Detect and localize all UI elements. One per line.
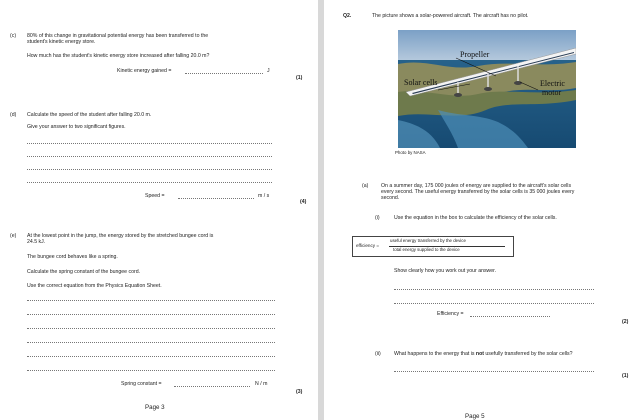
spring-constant-unit: N / m	[255, 381, 268, 387]
working-line[interactable]	[394, 289, 594, 290]
efficiency-answer-line[interactable]	[470, 316, 550, 317]
part-c-text-1: 80% of this change in gravitational potential energy has been transferred to the	[27, 33, 209, 39]
question-2-text: The picture shows a solar-powered aircraft. The aircraft has no pilot.	[372, 13, 529, 19]
part-a-text-3: second.	[381, 195, 400, 201]
part-a-text-1: On a summer day, 175 000 joules of energy are supplied to the aircraft's solar cells	[381, 183, 572, 189]
part-e-number: (e)	[10, 233, 17, 239]
electric-motor-label-2: motor	[542, 88, 562, 97]
efficiency-equation-box	[352, 236, 514, 257]
part-d-marks: (4)	[300, 199, 307, 205]
working-line[interactable]	[394, 303, 594, 304]
solar-aircraft-photo	[398, 30, 576, 148]
propeller-label: Propeller	[460, 50, 490, 59]
working-line[interactable]	[27, 328, 275, 329]
question-2-number: Q2.	[343, 13, 352, 19]
equation-denominator: total energy supplied to the device	[393, 247, 460, 252]
efficiency-label: Efficiency =	[437, 311, 464, 317]
part-a-number: (a)	[362, 183, 369, 189]
part-a-i-number: (i)	[375, 215, 380, 221]
equation-numerator: useful energy transferred by the device	[390, 238, 466, 243]
part-e-text-4: Calculate the spring constant of the bungee cord.	[27, 269, 141, 275]
part-e-text-5: Use the correct equation from the Physics Equation Sheet.	[27, 283, 162, 289]
part-a-ii-marks: (1)	[622, 373, 629, 379]
part-d-text: Calculate the speed of the student after falling 20.0 m.	[27, 112, 152, 118]
part-c-text-2: student's kinetic energy store.	[27, 39, 96, 45]
part-e-marks: (3)	[296, 389, 303, 395]
spring-constant-answer-line[interactable]	[174, 386, 250, 387]
working-line[interactable]	[27, 370, 275, 371]
working-line[interactable]	[27, 156, 272, 157]
part-c-marks: (1)	[296, 75, 303, 81]
working-line[interactable]	[27, 356, 275, 357]
part-a-i-text: Use the equation in the box to calculate the efficiency of the solar cells.	[394, 215, 557, 221]
spring-constant-label: Spring constant =	[121, 381, 162, 387]
page-number-right: Page 5	[465, 413, 485, 420]
electric-motor-label-1: Electric	[540, 79, 565, 88]
working-line[interactable]	[27, 342, 275, 343]
part-a-ii-text: What happens to the energy that is not usefully transferred by the solar cells?	[394, 351, 573, 357]
part-a-i-marks: (2)	[622, 319, 629, 325]
part-a-text-2: every second. The useful energy transferred by the solar cells is 35 000 joules every	[381, 189, 575, 195]
show-working-instruction: Show clearly how you work out your answer.	[394, 268, 497, 274]
working-line[interactable]	[27, 300, 275, 301]
working-line[interactable]	[27, 143, 272, 144]
part-d-subtext: Give your answer to two significant figures.	[27, 124, 126, 130]
working-line[interactable]	[27, 314, 275, 315]
left-page	[0, 0, 318, 420]
kinetic-energy-label: Kinetic energy gained =	[117, 68, 172, 74]
part-a-ii-number: (ii)	[375, 351, 381, 357]
page-number-left: Page 3	[145, 404, 165, 411]
kinetic-energy-answer-line[interactable]	[185, 73, 263, 74]
working-line[interactable]	[27, 182, 272, 183]
part-c-number: (c)	[10, 33, 17, 39]
solar-cells-label: Solar cells	[404, 78, 438, 87]
speed-unit: m / s	[258, 193, 270, 199]
part-d-number: (d)	[10, 112, 17, 118]
equation-efficiency: efficiency =	[356, 243, 380, 248]
part-e-text-2: 24.5 kJ.	[27, 239, 46, 245]
part-c-question: How much has the student's kinetic energy store increased after falling 20.0 m?	[27, 53, 210, 59]
working-line[interactable]	[27, 169, 272, 170]
part-e-text-1: At the lowest point in the jump, the energy stored by the stretched bungee cord is	[27, 233, 214, 239]
part-e-text-3: The bungee cord behaves like a spring.	[27, 254, 118, 260]
kinetic-energy-unit: J	[267, 68, 270, 74]
photo-credit: Photo by NASA	[395, 150, 426, 155]
answer-line[interactable]	[394, 371, 594, 372]
speed-answer-line[interactable]	[178, 198, 254, 199]
speed-label: Speed =	[145, 193, 165, 199]
